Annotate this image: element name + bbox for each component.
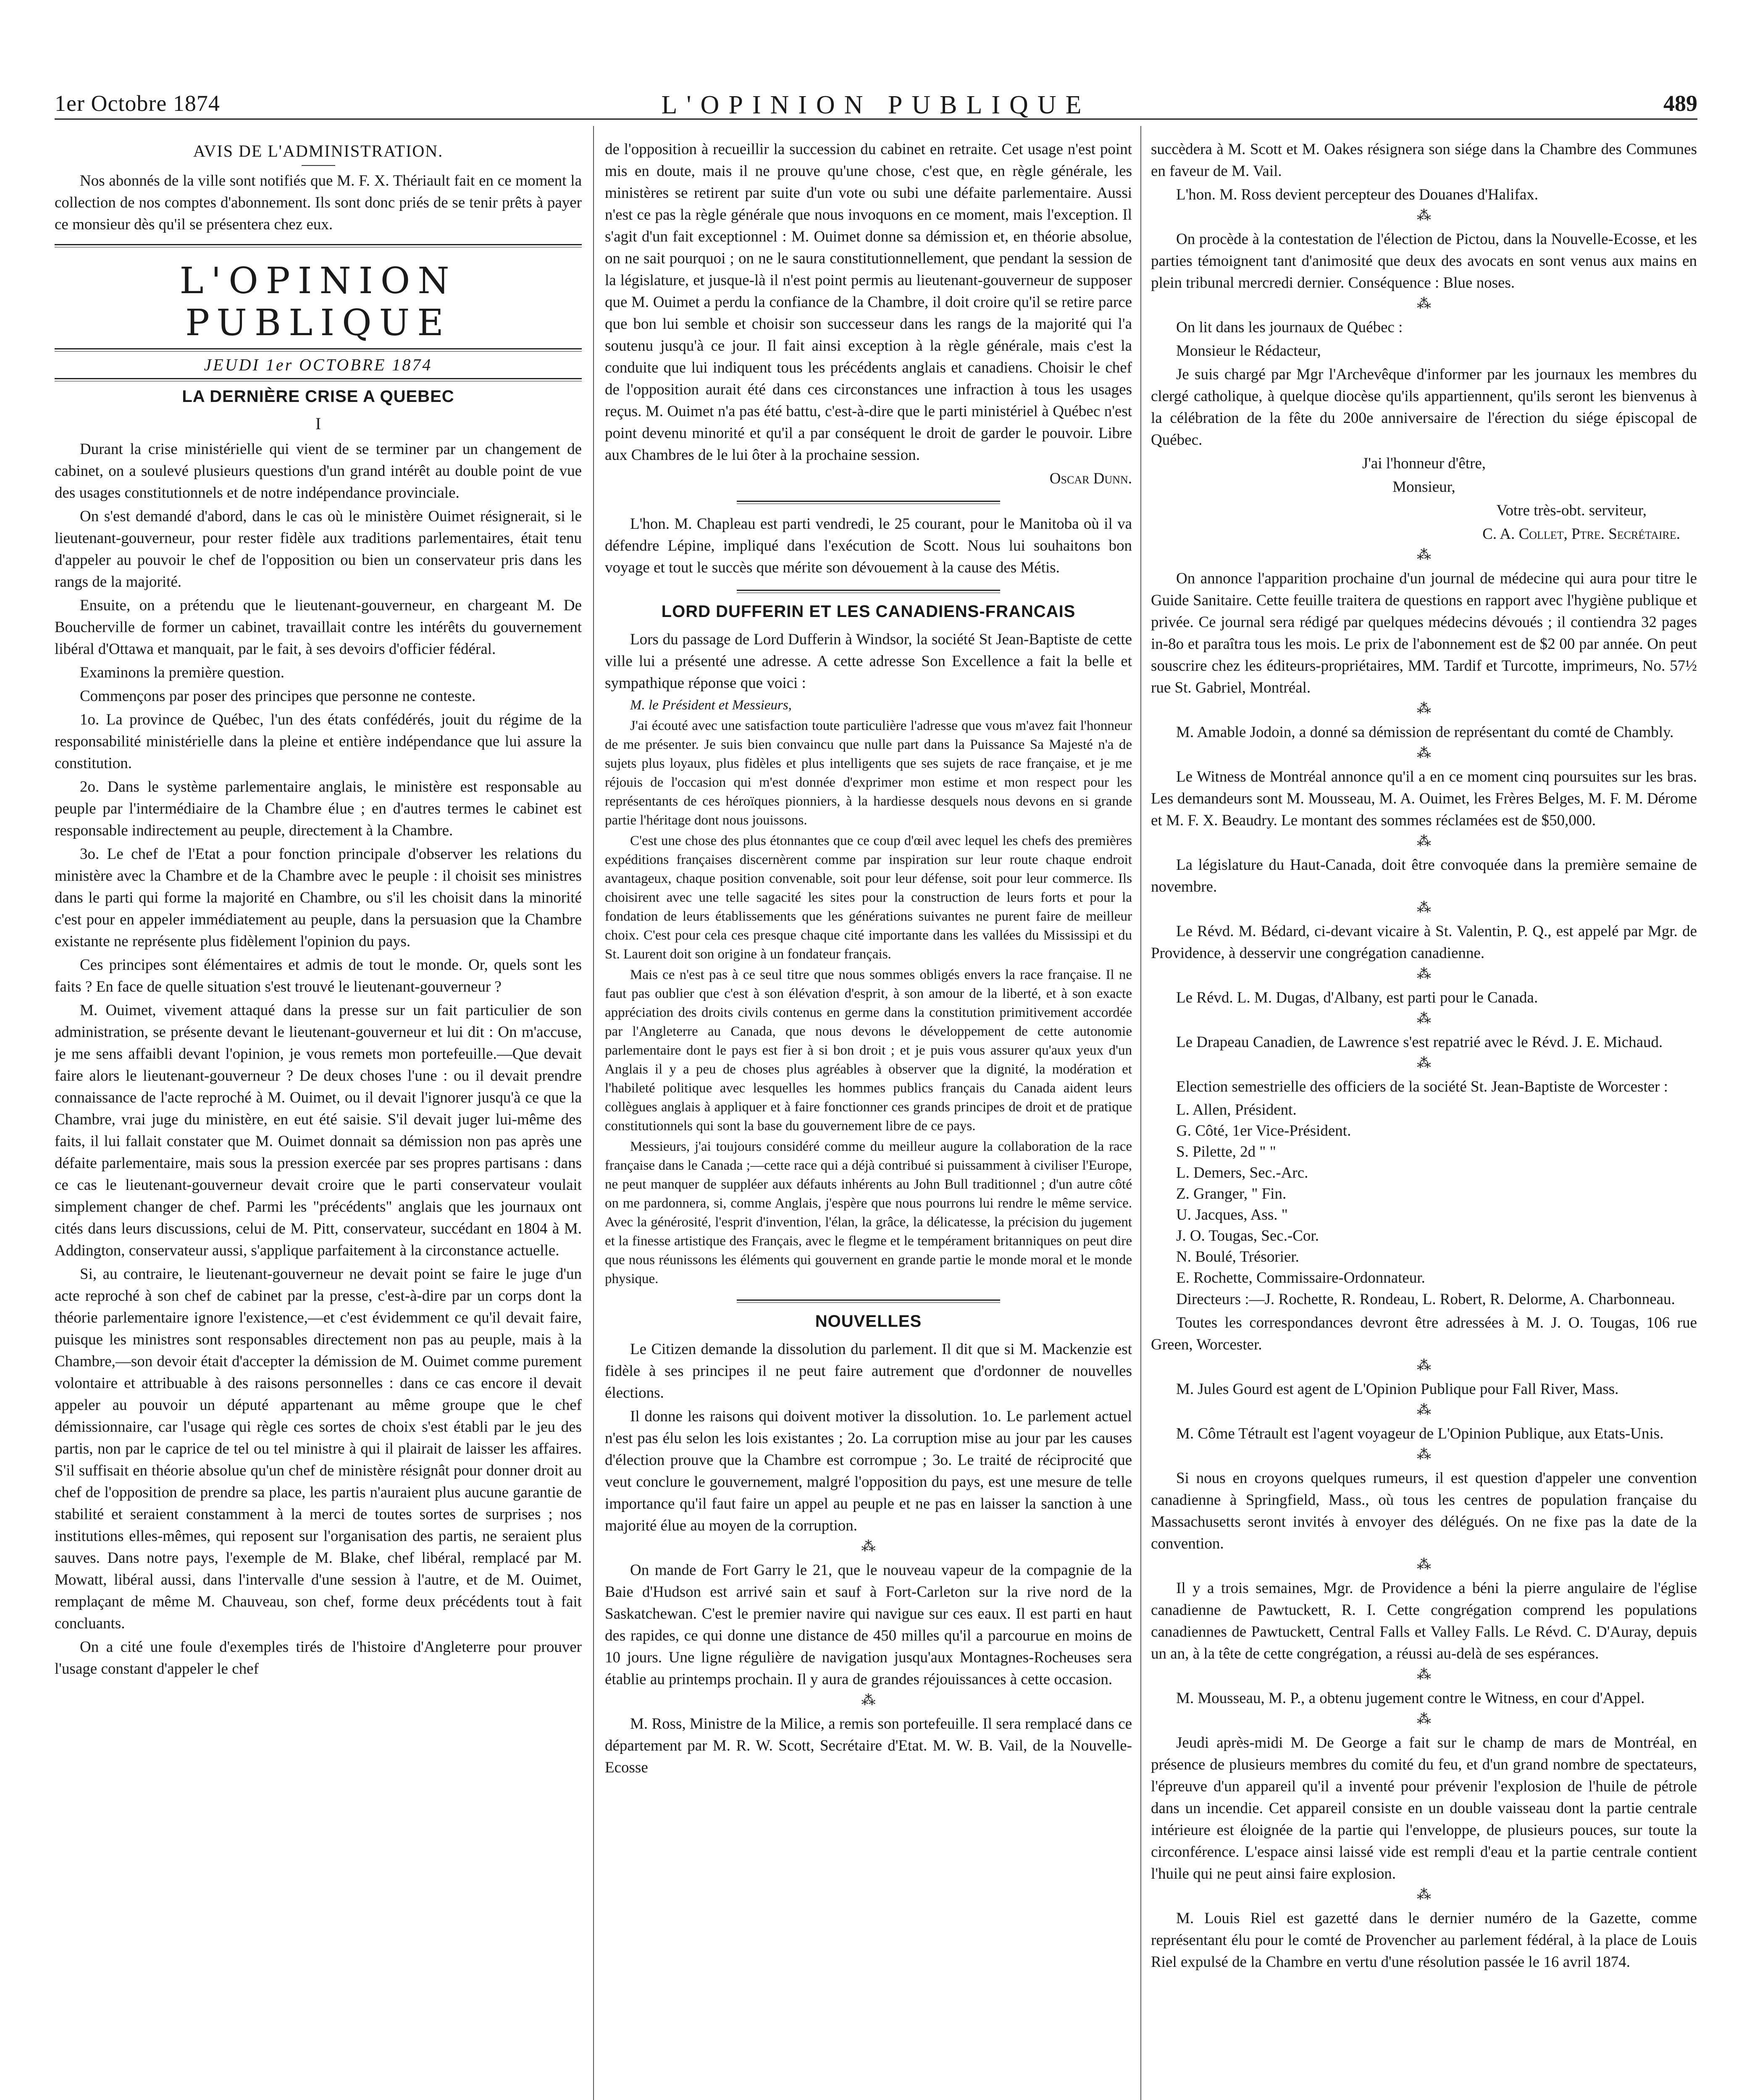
news-item: On procède à la contestation de l'élection de Pictou, dans la Nouvelle-Ecosse, et les parties témoignent tant d'animosité que deux des avocats en sont venus aux mains en plein tribunal mercredi dernier. Conséquence : Blue noses. [1151, 231, 1697, 291]
news-item: Jeudi après-midi M. De George a fait sur le champ de mars de Montréal, en présence de plusieurs membres du comité du feu, et d'un grand nombre de spectateurs, l'épreuve d'un appareil qu'il a inventé pour prévenir l'explosion de l'huile de pétrole dans un incendie. Cet appareil consiste en un double vaisseau dont la partie centrale intérieure est éloignée de la partie qui l'enveloppe, de plusieurs pouces, sur toute la circonférence. L'espace ainsi laissé vide est rempli d'eau et la partie centrale contient l'huile qui ne peut ainsi faire explosion. [1151, 1734, 1697, 1882]
nouvelles-title: NOUVELLES [815, 1312, 922, 1331]
column-divider [1140, 126, 1141, 2100]
asterism: ⁂ [1417, 296, 1431, 312]
news-item: Election semestrielle des officiers de la société St. Jean-Baptiste de Worcester : [1176, 1078, 1668, 1095]
asterism: ⁂ [1417, 834, 1431, 849]
salutation: M. le Président et Messieurs, [630, 698, 792, 713]
paragraph: 1o. La province de Québec, l'un des états confédérés, jouit du régime de la responsabilité ministérielle dans la pleine et entière indépendance que lui assure la constitution. [55, 711, 582, 772]
dufferin-paragraph: C'est une chose des plus étonnantes que ce coup d'œil avec lequel les chefs des premières expéditions françaises discernèrent comme par inspiration sur leur route chaque endroit avantageux, chaque position convenable, soit pour leur défense, soit pour leur commerce. Ils choisirent avec une telle sagacité les sites pour la construction de leurs forts et pour la fondation de leurs établissements que les générations suivantes ne purent faire de meilleur choix. C'est pour cela ces presque chaque cité importante dans les vallées du Mississipi et du St. Laurent doit son origine à un fondateur français. [605, 833, 1132, 962]
news-paragraph: M. Ross, Ministre de la Milice, a remis son portefeuille. Il sera remplacé dans ce département par M. R. W. Scott, Secrétaire d'Etat. M. W. B. Vail, de la Nouvelle-Ecosse [605, 1715, 1132, 1776]
section-numeral: I [315, 414, 321, 433]
news-item: M. Mousseau, M. P., a obtenu jugement contre le Witness, en cour d'Appel. [1176, 1690, 1645, 1707]
asterism: ⁂ [1417, 1447, 1431, 1462]
letter-closing: Monsieur, [1392, 478, 1455, 496]
column-3 [1151, 139, 1697, 2100]
correspondance: Toutes les correspondances devront être adressées à M. J. O. Tougas, 106 rue Green, Worcester. [1151, 1314, 1697, 1353]
short-rule [302, 165, 335, 166]
news-item: Le Révd. M. Bédard, ci-devant vicaire à St. Valentin, P. Q., est appelé par Mgr. de Providence, à desservir une congrégation canadienne. [1151, 923, 1697, 962]
news-item: Le Witness de Montréal annonce qu'il a en ce moment cinq poursuites sur les bras. Les demandeurs sont M. Mousseau, M. A. Ouimet, les Frères Belges, M. F. M. Dérome et M. F. X. Beaudry. Le montant des sommes réclamées est de $50,000. [1151, 768, 1697, 829]
officers-list [1151, 1100, 1697, 1289]
asterism: ⁂ [1417, 1011, 1431, 1026]
paragraph: de l'opposition à recueillir la succession du cabinet en retraite. Cet usage n'est point mis en doute, mais il ne prouve qu'une chose, c'est que, en règle générale, les ministères se retirent par suite d'un vote ou subi une défaite parlementaire. Aussi n'est ce pas la règle générale que nous invoquons en ce moment, mais l'exception. Il s'agit d'un fait exceptionnel : M. Ouimet donne sa démission et, en théorie absolue, on ne sait pourquoi ; on ne le saura constitutionnellement, que pendant la session de la législature, et jusque-là il n'est point permis au lieutenant-gouverneur de supposer que M. Ouimet a perdu la confiance de la Chambre, il doit croire qu'il se retire parce que bon lui semble et choisir son successeur dans les rangs de la majorité qui l'a soutenu jusqu'à ce jour. Il fait ainsi exception à la règle générale, mais c'est la conduite que lui indiquent tous les précédents anglais et canadiens. Choisir le chef de l'opposition aurait été dans ces circonstances une infraction à tous les usages reçus. M. Ouimet n'a pas été battu, c'est-à-dire que le parti ministériel à Québec n'est point devenu minorité et qu'il a par conséquent le droit de garder le pouvoir. Libre aux Chambres de le lui ôter à la prochaine session. [605, 141, 1132, 464]
news-item: M. Amable Jodoin, a donné sa démission de représentant du comté de Chambly. [1176, 724, 1674, 741]
list-item: U. Jacques, Ass. " [1176, 1206, 1288, 1223]
avis-text: Nos abonnés de la ville sont notifiés que M. F. X. Thériault fait en ce moment la collection de nos comptes d'abonnement. Ils sont donc priés de se tenir prêts à payer ce monsieur dès qu'il se présentera chez eux. [55, 172, 582, 233]
list-item: J. O. Tougas, Sec.-Cor. [1176, 1227, 1319, 1244]
signature: Oscar Dunn. [1049, 470, 1132, 487]
asterism: ⁂ [1417, 900, 1431, 916]
asterism: ⁂ [1417, 1358, 1431, 1373]
double-rule [55, 378, 582, 381]
double-rule [55, 244, 582, 247]
asterism: ⁂ [1417, 1557, 1431, 1572]
dufferin-intro: Lors du passage de Lord Dufferin à Windsor, la société St Jean-Baptiste de cette ville lui a présenté une adresse. A cette adresse Son Excellence a fait la belle et sympathique réponse que voici : [605, 631, 1132, 692]
issue-date: JEUDI 1er OCTOBRE 1874 [204, 355, 433, 374]
news-item: M. Louis Riel est gazetté dans le dernier numéro de la Gazette, comme représentant élu pour le comté de Provencher au parlement fédéral, à la place de Louis Riel expulsé de la Chambre en vertu d'une résolution passée le 16 avril 1874. [1151, 1910, 1697, 1971]
paragraph: Ces principes sont élémentaires et admis de tout le monde. Or, quels sont les faits ? En face de quelle situation s'est trouvé le lieutenant-gouverneur ? [55, 956, 582, 995]
asterism: ⁂ [1417, 1887, 1431, 1903]
list-item: Z. Granger, " Fin. [1176, 1185, 1287, 1202]
news-item: L'hon. M. Ross devient percepteur des Douanes d'Halifax. [1176, 186, 1539, 203]
news-paragraph: On mande de Fort Garry le 21, que le nouveau vapeur de la compagnie de la Baie d'Hudson est arrivé sain et sauf à Fort-Carleton sur la rive nord de la Saskatchewan. C'est le premier navire qui navigue sur ces eaux. Il est parti en haut des rapides, ce qui donne une distance de 450 milles qu'il a parcourue en moins de 10 jours. Une ligne régulière de navigation jusqu'aux Montagnes-Rocheuses sera établie au printemps prochain. Il y aura de grandes réjouissances à cette occasion. [605, 1562, 1132, 1688]
paragraph: On a cité une foule d'exemples tirés de l'histoire d'Angleterre pour prouver l'usage constant d'appeler le chef [55, 1638, 582, 1677]
separator-rule [737, 501, 1001, 504]
running-header [55, 90, 1697, 120]
news-item: M. Jules Gourd est agent de L'Opinion Publique pour Fall River, Mass. [1176, 1381, 1619, 1398]
double-rule [55, 348, 582, 352]
news-item: succèdera à M. Scott et M. Oakes résignera son siége dans la Chambre des Communes en faveur de M. Vail. [1151, 141, 1697, 180]
paragraph: 2o. Dans le système parlementaire anglais, le ministère est responsable au peuple par l'intermédiaire de la Chambre élue ; en d'autres termes le cabinet est responsable indirectement au peuple, directement à la Chambre. [55, 778, 582, 839]
column-2 [605, 139, 1132, 2100]
paragraph: 3o. Le chef de l'Etat a pour fonction principale d'observer les relations du ministère avec la Chambre et de la Chambre avec le peuple : il choisit ses ministres dans le parti qui forme la majorité en Chambre, ou s'il les choisit dans la minorité c'est pour en appeler immédiatement au peuple, dans la persuasion que la Chambre existante ne représente plus fidèlement l'opinion du pays. [55, 845, 582, 950]
dufferin-title: LORD DUFFERIN ET LES CANADIENS-FRANCAIS [661, 602, 1076, 621]
asterism: ⁂ [1417, 966, 1431, 982]
news-item: Le Drapeau Canadien, de Lawrence s'est repatrié avec le Révd. J. E. Michaud. [1176, 1034, 1663, 1051]
dufferin-paragraph: Mais ce n'est pas à ce seul titre que nous sommes obligés envers la race française. Il ne faut pas oublier que c'est à son élévation d'esprit, à son amour de la liberté, et à son exacte appréciation des droits civils contenus en germe dans la constitution primitivement accordée par l'Angleterre au Canada, que nous devons le développement de cette autonomie parlementaire dont le pays est fier à si bon droit ; et je puis vous assurer qu'aux yeux d'un Anglais il y a peu de choses plus agréables à observer que la dignité, la modération et l'habileté politique avec lesquelles les hommes publics français du Canada aident leurs collègues anglais à appliquer et à faire fonctionner ces grands principes de droit et de pratique constitutionnels qui sont la base du gouvernement libre de ce pays. [605, 967, 1132, 1134]
news-item: M. Côme Tétrault est l'agent voyageur de L'Opinion Publique, aux Etats-Unis. [1176, 1425, 1664, 1442]
asterism: ⁂ [1417, 1055, 1431, 1071]
paragraph: On s'est demandé d'abord, dans le cas où le ministère Ouimet résignerait, si le lieutenant-gouverneur, pour rester fidèle aux traditions parlementaires, était tenu d'appeler au pouvoir le chef de l'opposition ou bien un conservateur pris dans les rangs de la majorité. [55, 508, 582, 591]
masthead: L'OPINION PUBLIQUE [179, 260, 457, 344]
news-item: Le Révd. L. M. Dugas, d'Albany, est parti pour le Canada. [1176, 989, 1538, 1006]
list-item: E. Rochette, Commissaire-Ordonnateur. [1176, 1269, 1425, 1286]
list-item: S. Pilette, 2d " " [1176, 1143, 1276, 1160]
chapleau-note: L'hon. M. Chapleau est parti vendredi, le 25 courant, pour le Manitoba où il va défendre Lépine, impliqué dans l'exécution de Scott. Nous lui souhaitons bon voyage et tout le succès que mérite son dévouement à la cause des Métis. [605, 515, 1132, 576]
separator-rule [737, 590, 1001, 593]
header-title: L'OPINION PUBLIQUE [661, 91, 1091, 119]
news-item: La législature du Haut-Canada, doit être convoquée dans la première semaine de novembre. [1151, 856, 1697, 895]
news-paragraph: Le Citizen demande la dissolution du parlement. Il dit que si M. Mackenzie est fidèle à ses principes il ne peut faire autrement que d'ordonner de nouvelles élections. [605, 1341, 1132, 1402]
letter-closing: J'ai l'honneur d'être, [1362, 455, 1486, 472]
list-item: L. Demers, Sec.-Arc. [1176, 1164, 1308, 1181]
news-item: Si nous en croyons quelques rumeurs, il est question d'appeler une convention canadienne à Springfield, Mass., où tous les centres de population française du Massachusetts seront invités à envoyer des délégués. On ne fixe pas la date de la convention. [1151, 1470, 1697, 1552]
paragraph: M. Ouimet, vivement attaqué dans la presse sur un fait particulier de son administration, se présente devant le lieutenant-gouverneur et lui dit : On m'accuse, je me sens affaibli devant l'opinion, je vous remets mon portefeuille.—Que devait faire alors le lieutenant-gouverneur ? De deux choses l'une : ou il devait prendre connaissance de l'acte reproché à M. Ouimet, ou il devait l'ignorer jusqu'à ce que la Chambre, vrai juge du ministère, en eut été saisie. S'il devait juger lui-même des faits, il lui fallait constater que M. Ouimet donnait sa démission non pas après une défaite parlementaire, mais sous la pression exercée par ses propres partisans : dans ce cas le lieutenant-gouverneur devait croire que le parti conservateur voulait simplement changer de chef. Parmi les "précédents" anglais que les journaux ont cités dans leurs discussions, celui de M. Pitt, conservateur, succédant en 1804 à M. Addington, conservateur aussi, s'applique parfaitement à la circonstance actuelle. [55, 1002, 582, 1259]
paragraph: Ensuite, on a prétendu que le lieutenant-gouverneur, en chargeant M. De Boucherville de former un cabinet, travaillait contre les intérêts du gouvernement libéral d'Ottawa et manquait, par le fait, à ses devoirs d'officier fédéral. [55, 597, 582, 658]
header-date: 1er Octobre 1874 [55, 91, 220, 116]
column-1 [55, 139, 582, 2100]
separator-rule [737, 1299, 1001, 1303]
asterism: ⁂ [861, 1693, 876, 1708]
news-item: On lit dans les journaux de Québec : [1176, 319, 1403, 336]
asterism: ⁂ [1417, 208, 1431, 223]
letter-closing: Votre très-obt. serviteur, [1496, 502, 1647, 519]
asterism: ⁂ [1417, 746, 1431, 761]
news-item: On annonce l'apparition prochaine d'un journal de médecine qui aura pour titre le Guide Sanitaire. Cette feuille traitera de questions en rapport avec l'hygiène publique et privée. Ce journal sera rédigé par quelques médecins dévoués ; il contiendra 32 pages in-8o et paraîtra tous les mois. Le prix de l'abonnement est de $2 00 par année. On peut souscrire chez les éditeurs-propriétaires, MM. Tardif et Turcotte, imprimeurs, No. 57½ rue St. Gabriel, Montréal. [1151, 570, 1697, 696]
dufferin-paragraph: J'ai écouté avec une satisfaction toute particulière l'adresse que vous m'avez fait l'honneur de me présenter. Je suis bien convaincu que nulle part dans la Puissance Sa Majesté n'a de sujets plus loyaux, plus fidèles et plus intelligents que ses sujets de race française, et je me réjouis de l'occasion qui m'est donnée d'exprimer mon estime et mon respect pour les représentants de ces héroïques pionniers, à la hardiesse desquels nous devons en si grande partie l'héritage dont nous jouissons. [605, 718, 1132, 828]
list-item: G. Côté, 1er Vice-Président. [1176, 1122, 1351, 1139]
avis-title: AVIS DE L'ADMINISTRATION. [193, 142, 444, 160]
directeurs: Directeurs :—J. Rochette, R. Rondeau, L. Robert, R. Delorme, A. Charbonneau. [1176, 1291, 1675, 1308]
asterism: ⁂ [1417, 547, 1431, 563]
asterism: ⁂ [1417, 1667, 1431, 1683]
asterism: ⁂ [1417, 1712, 1431, 1727]
paragraph: Commençons par poser des principes que personne ne conteste. [80, 688, 476, 705]
paragraph: Durant la crise ministérielle qui vient de se terminer par un changement de cabinet, on a soulevé plusieurs questions d'un grand intérêt au double point de vue des usages constitutionnels et de notre indépendance provinciale. [55, 441, 582, 501]
asterism: ⁂ [861, 1539, 876, 1554]
column-divider [593, 126, 594, 2100]
article-title: LA DERNIÈRE CRISE A QUEBEC [182, 387, 454, 406]
list-item: N. Boulé, Trésorier. [1176, 1248, 1299, 1265]
asterism: ⁂ [1417, 701, 1431, 717]
dufferin-paragraph: Messieurs, j'ai toujours considéré comme du meilleur augure la collaboration de la race française dans le Canada ;—cette race qui a déjà contribué si puissamment à civiliser l'Europe, ne peut manquer de suppléer aux défauts inhérents au John Bull traditionnel ; d'un autre côté on me pardonnera, si, comme Anglais, j'espère que nous pourrons lui rendre le même service. Avec la générosité, l'esprit d'invention, l'élan, la grâce, la délicatesse, la précision du jugement et la finesse artistique des Français, avec le flegme et le tempérament britanniques on peut dire que nous réunissons les éléments qui gouvernent en grande partie le monde moral et le monde physique. [605, 1139, 1132, 1286]
letter-salutation: Monsieur le Rédacteur, [1176, 342, 1321, 360]
header-rule [55, 118, 1697, 120]
asterism: ⁂ [1417, 1402, 1431, 1418]
paragraph: Examinons la première question. [80, 664, 285, 681]
page-number: 489 [1663, 91, 1697, 116]
letter-body: Je suis chargé par Mgr l'Archevêque d'informer par les journaux les membres du clergé catholique, à quelque diocèse qu'ils appartiennent, qu'ils seront les bienvenus à la célébration de la fête du 200e anniversaire de l'érection du siége épiscopal de Québec. [1151, 366, 1697, 449]
list-item: L. Allen, Président. [1176, 1101, 1297, 1118]
letter-signature: C. A. Collet, Ptre. Secrétaire. [1482, 525, 1680, 543]
paragraph: Si, au contraire, le lieutenant-gouverneur ne devait point se faire le juge d'un acte reproché à son chef de cabinet par la presse, c'est-à-dire par un corps dont la théorie parlementaire ignore l'existence,—et c'est évidemment ce qu'il devait faire, puisque les ministres sont responsables directement non pas au peuple, mais à la Chambre,—son devoir était d'accepter la démission de M. Ouimet comme purement volontaire et attribuable à des raisons personnelles : dans ce cas encore il devait appeler au pouvoir un député appartenant au même groupe que le chef démissionnaire, car l'usage qui règle ces sortes de choix s'est établi par le jeu des partis, non par le caprice de tel ou tel ministre à qui il plairait de laisser les affaires. S'il suffisait en théorie absolue qu'un chef de ministère résignât pour donner droit au chef de l'opposition de prendre sa place, les partis n'auraient plus aucune garantie de stabilité et seraient constamment à la merci de toutes sortes de surprises ; nos institutions elles-mêmes, qui reposent sur l'organisation des partis, ne seraient plus sauves. Dans notre pays, l'exemple de M. Blake, chef libéral, remplacé par M. Mowatt, libéral aussi, dans l'intervalle d'une session à l'autre, et de M. Ouimet, remplaçant de même M. Chauveau, son chef, forme deux précédents tout à fait concluants. [55, 1265, 582, 1632]
news-paragraph: Il donne les raisons qui doivent motiver la dissolution. 1o. Le parlement actuel n'est pas élu selon les lois existantes ; 2o. La corruption mise au jour par les causes d'élection prouve que la Chambre est corrompue ; 3o. Le traité de réciprocité que veut conclure le gouvernement, malgré l'opposition du pays, est une mesure de telle importance qu'il faut faire un appel au peuple et ne pas en laisser la sanction à une majorité élue au moyen de la corruption. [605, 1408, 1132, 1534]
news-item: Il y a trois semaines, Mgr. de Providence a béni la pierre angulaire de l'église canadienne de Pawtuckett, R. I. Cette congrégation comprend les populations canadiennes de Pawtuckett, Central Falls et Valley Falls. Le Révd. C. D'Auray, depuis un an, à la tête de cette congrégation, a réussi au-delà de ses espérances. [1151, 1580, 1697, 1662]
